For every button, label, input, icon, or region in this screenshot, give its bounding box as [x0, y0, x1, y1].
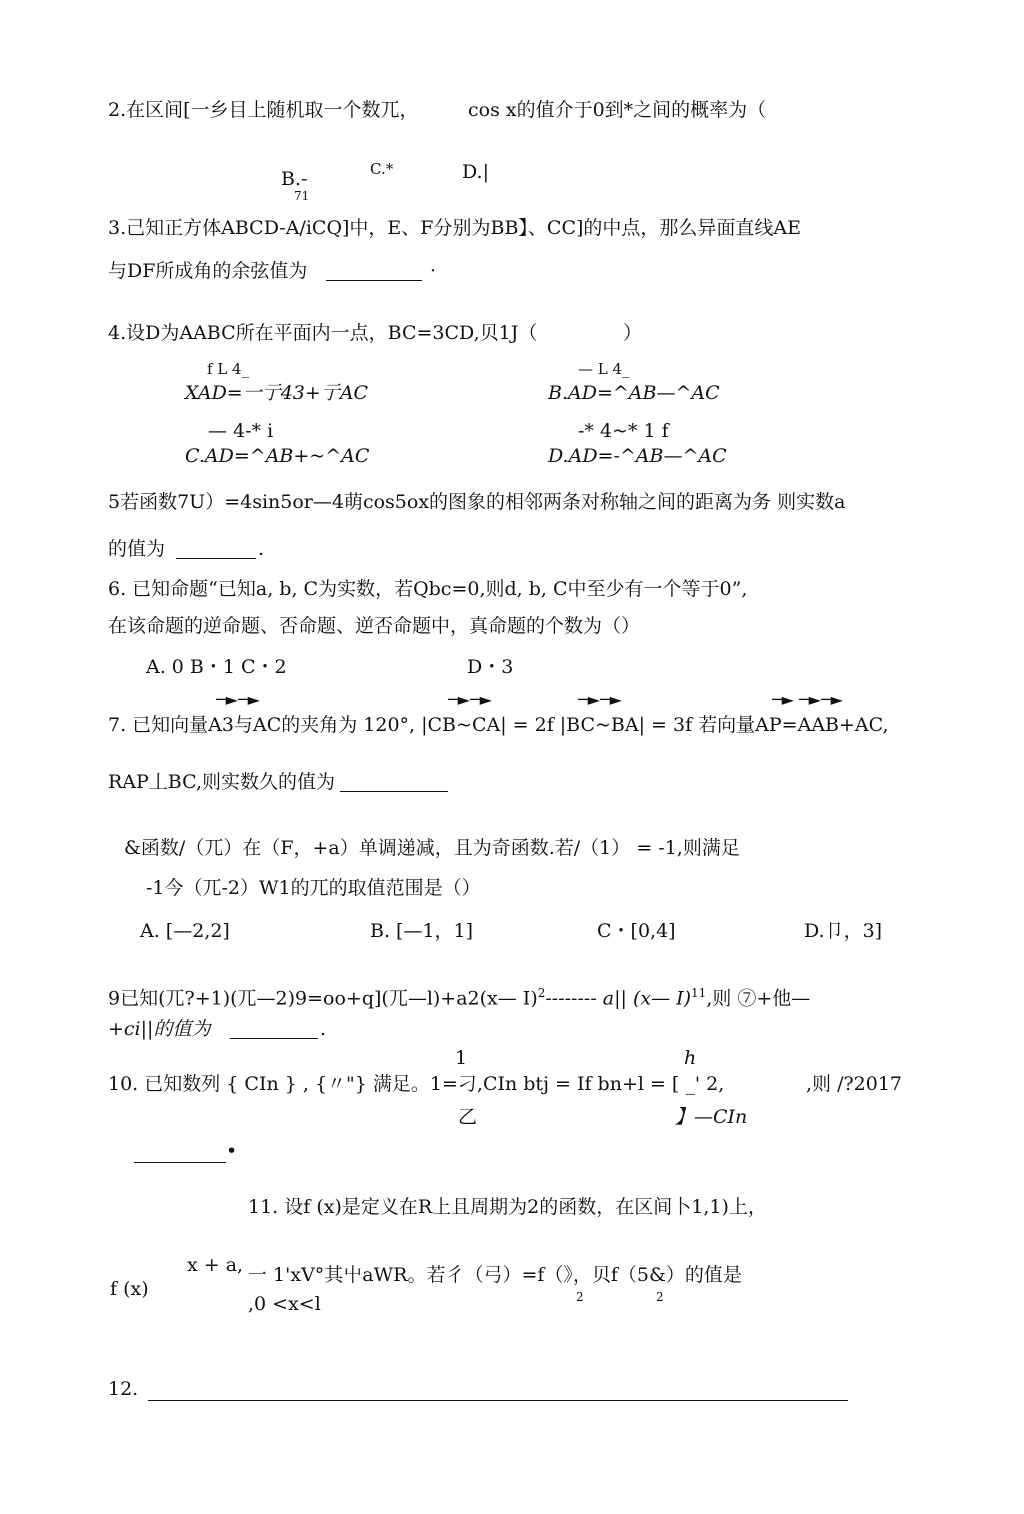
q4-option-a-top: f L 4_: [207, 360, 250, 378]
q8-option-b: B. [—1，1]: [370, 920, 474, 942]
q8-option-d: D.卩，3]: [804, 920, 883, 942]
q5-answer-blank: [176, 558, 256, 559]
q2-text-cont: cos x的值介于0到*之间的概率为（: [468, 99, 767, 121]
q9-line2: +ci||的值为: [108, 1018, 211, 1040]
q7-line2: RAP丄BC,则实数久的值为: [108, 771, 336, 793]
q3-dot: ·: [430, 260, 437, 282]
q6-options-abc: A. 0 B・1 C・2: [146, 656, 287, 678]
q9-line1-part1: 9已知(兀?+1)(兀—2)9=oo+q](兀—l)+a2(x— I): [108, 987, 538, 1010]
q10-bottom-2: 】—CIn: [675, 1106, 748, 1128]
q7-answer-blank: [340, 791, 448, 792]
q4-close-paren: ）: [623, 322, 643, 344]
q4-option-d: D.AD=-^AB—^AC: [548, 445, 727, 467]
vector-arrow-icon: ─► ─►─►: [772, 690, 843, 709]
q5-line2: 的值为: [108, 538, 166, 560]
q3-answer-blank: [326, 280, 422, 281]
q10-top-numerator: 1: [455, 1047, 468, 1069]
q4-option-b: B.AD=^AB—^AC: [548, 382, 720, 404]
q11-case2: ,0 <x<l: [248, 1293, 321, 1315]
q9-line1: [108, 986, 810, 1010]
q11-sub-2a: 2: [576, 1290, 584, 1304]
q2-option-d: D.|: [462, 161, 489, 183]
q4-option-d-top: -* 4~* 1 f: [578, 420, 669, 442]
q8-option-a: A. [—2,2]: [140, 920, 230, 942]
q10-top-h: h: [684, 1047, 697, 1069]
q3-line1: 3.己知正方体ABCD-A/iCQ]中，E、F分别为BB】、CC]的中点，那么异面直线AE: [108, 217, 801, 239]
q11-line: 11. 设f (x)是定义在R上且周期为2的函数，在区间卜1,1)上，: [248, 1196, 767, 1218]
q4-option-b-top: — L 4_: [578, 360, 630, 378]
q10-dot: •: [226, 1140, 238, 1162]
q9-end: .: [320, 1018, 327, 1040]
q8-line2: -1今（兀-2）W1的兀的取值范围是（）: [146, 877, 481, 899]
vector-arrow-icon: ─►─►: [578, 690, 622, 709]
q5-line1: 5若函数7U）=4sin5or—4萌cos5ox的图象的相邻两条对称轴之间的距离为务 则实数a: [108, 491, 846, 513]
q10-end: ,则 /?2017: [806, 1073, 903, 1095]
q10-bottom-1: 乙: [458, 1106, 478, 1128]
q2-option-c: C.*: [370, 160, 394, 178]
q9-line1-part2: -------- a|| (x— I): [545, 987, 692, 1010]
q6-line1: 6. 已知命题“已知a, b, C为实数，若Qbc=0,则d, b, C中至少有一个等于0”,: [108, 578, 748, 600]
q4-option-a: XAD=一亍43+亍AC: [185, 382, 369, 404]
q9-sup-11: 11: [691, 986, 707, 1000]
q8-line1: &函数/（兀）在（F，+a）单调递减，且为奇函数.若/（1） = -1,则满足: [124, 837, 740, 859]
q12-answer-blank: [148, 1400, 848, 1401]
vector-arrow-icon: ─►─►: [216, 690, 260, 709]
q5-end: .: [258, 538, 265, 560]
q4-option-c-top: — 4-* i: [208, 420, 274, 442]
q3-line2: 与DF所成角的余弦值为: [108, 260, 308, 282]
q7-line1: 7. 已知向量A3与AC的夹角为 120°, |CB~CA| = 2f |BC~BA| = 3f 若向量AP=AAB+AC,: [108, 714, 889, 736]
q9-answer-blank: [230, 1038, 318, 1039]
q2-text: 2.在区间[一乡目上随机取一个数兀，: [108, 99, 419, 121]
q12-label: 12.: [108, 1378, 139, 1400]
q11-sub-2b: 2: [656, 1290, 664, 1304]
q2-option-b-sub: 71: [294, 189, 310, 203]
q4-option-c: C.AD=^AB+~^AC: [185, 445, 370, 467]
q10-answer-blank: [134, 1162, 226, 1163]
q11-rest: 一 1'xV°其屮aWR。若彳（弓）=f（》，贝f（5&）的值是: [248, 1264, 742, 1286]
q11-case1: x + a,: [187, 1254, 244, 1276]
q6-line2: 在该命题的逆命题、否命题、逆否命题中，真命题的个数为（）: [108, 615, 641, 637]
q10-line: 10. 已知数列 { CIn } , {〃"} 满足。1=刁,CIn btj = If bn+l = [ _' 2,: [108, 1073, 725, 1095]
q9-line1-part3: ,则 ⑦+他—: [706, 987, 811, 1010]
q11-fx: f (x): [110, 1278, 149, 1300]
q4-line: 4.设D为AABC所在平面内一点，BC=3CD,贝1J（: [108, 322, 538, 344]
vector-arrow-icon: ─►─►: [448, 690, 492, 709]
q9-sup-2: 2: [537, 986, 546, 1000]
q2-option-b: B.-: [281, 168, 308, 190]
q8-option-c: C・[0,4]: [597, 920, 676, 942]
q6-option-d: D・3: [467, 656, 514, 678]
